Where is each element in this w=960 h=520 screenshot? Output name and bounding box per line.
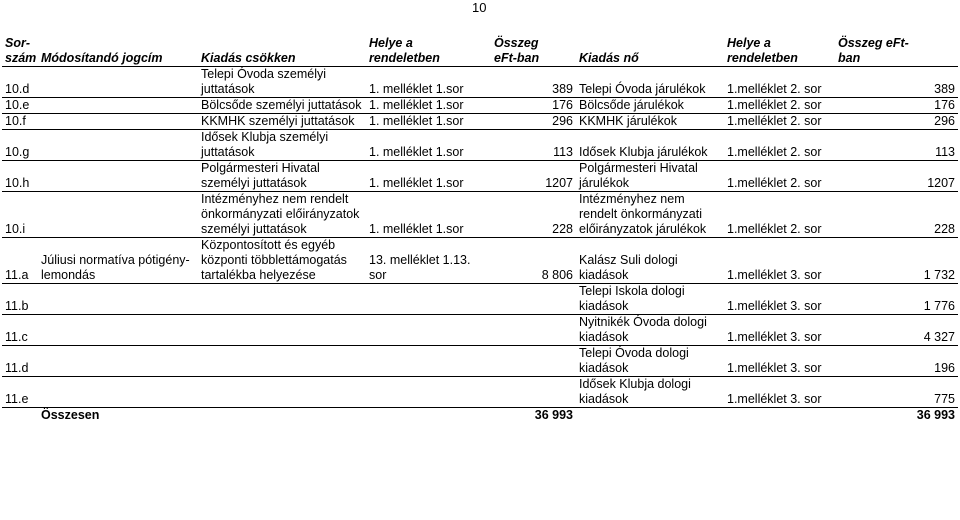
row-kiadas-no: Telepi Iskola dologi kiadások xyxy=(576,284,724,315)
row-kiadas-no: Bölcsőde járulékok xyxy=(576,98,724,114)
row-jogcim xyxy=(38,346,198,377)
row-kiadas-no: Telepi Óvoda dologi kiadások xyxy=(576,346,724,377)
row-id: 10.d xyxy=(2,67,38,98)
total-spacer xyxy=(2,408,38,424)
row-helye-2: 1.melléklet 3. sor xyxy=(724,346,835,377)
table-row xyxy=(2,114,958,130)
row-jogcim xyxy=(38,161,198,192)
row-id: 10.i xyxy=(2,192,38,238)
row-helye-2: 1.melléklet 3. sor xyxy=(724,315,835,346)
row-kiadas-no: Polgármesteri Hivatal járulékok xyxy=(576,161,724,192)
row-kiadas-csokken xyxy=(198,377,366,408)
row-kiadas-no: Kalász Suli dologi kiadások xyxy=(576,238,724,284)
row-helye-1 xyxy=(366,284,491,315)
table-row xyxy=(2,130,958,161)
table-row xyxy=(2,346,958,377)
row-helye-2: 1.melléklet 2. sor xyxy=(724,98,835,114)
header-kiadas-no: Kiadás nő xyxy=(576,36,724,67)
row-osszeg-1: 176 xyxy=(491,98,576,114)
table-row xyxy=(2,161,958,192)
row-helye-2: 1.melléklet 2. sor xyxy=(724,192,835,238)
row-jogcim xyxy=(38,67,198,98)
row-osszeg-2: 196 xyxy=(835,346,958,377)
table-row xyxy=(2,67,958,98)
row-osszeg-1: 113 xyxy=(491,130,576,161)
table-row xyxy=(2,98,958,114)
row-helye-2: 1.melléklet 2. sor xyxy=(724,114,835,130)
row-osszeg-1: 1207 xyxy=(491,161,576,192)
row-id: 11.b xyxy=(2,284,38,315)
row-helye-1 xyxy=(366,315,491,346)
row-osszeg-1 xyxy=(491,284,576,315)
table-row xyxy=(2,192,958,238)
row-kiadas-no: Nyitnikék Óvoda dologi kiadások xyxy=(576,315,724,346)
row-helye-1: 1. melléklet 1.sor xyxy=(366,192,491,238)
row-helye-1: 1. melléklet 1.sor xyxy=(366,67,491,98)
modification-table xyxy=(2,36,958,423)
row-id: 11.a xyxy=(2,238,38,284)
total-spacer-2 xyxy=(576,408,835,424)
row-jogcim xyxy=(38,98,198,114)
row-helye-1: 1. melléklet 1.sor xyxy=(366,98,491,114)
total-osszeg-1: 36 993 xyxy=(534,408,573,422)
row-id: 10.g xyxy=(2,130,38,161)
header-row xyxy=(2,36,958,67)
row-helye-1 xyxy=(366,377,491,408)
table-row xyxy=(2,377,958,408)
row-kiadas-csokken xyxy=(198,315,366,346)
page-number: 10 xyxy=(472,0,487,15)
row-osszeg-1: 296 xyxy=(491,114,576,130)
row-kiadas-csokken: Polgármesteri Hivatal személyi juttatások xyxy=(198,161,366,192)
row-osszeg-2: 1 732 xyxy=(835,238,958,284)
row-osszeg-2: 296 xyxy=(835,114,958,130)
total-osszeg-2: 36 993 xyxy=(916,408,955,422)
row-osszeg-2: 113 xyxy=(835,130,958,161)
row-kiadas-csokken: Bölcsőde személyi juttatások xyxy=(198,98,366,114)
row-helye-1 xyxy=(366,346,491,377)
row-helye-1: 1. melléklet 1.sor xyxy=(366,161,491,192)
row-helye-1: 1. melléklet 1.sor xyxy=(366,130,491,161)
row-id: 11.e xyxy=(2,377,38,408)
row-helye-2: 1.melléklet 2. sor xyxy=(724,161,835,192)
row-osszeg-1: 228 xyxy=(491,192,576,238)
row-kiadas-csokken xyxy=(198,346,366,377)
row-helye-2: 1.melléklet 2. sor xyxy=(724,130,835,161)
total-label: Összesen xyxy=(41,408,100,422)
header-osszeg-1: Összeg eFt-ban xyxy=(491,36,576,67)
row-helye-2: 1.melléklet 3. sor xyxy=(724,284,835,315)
row-kiadas-no: Telepi Óvoda járulékok xyxy=(576,67,724,98)
row-jogcim xyxy=(38,284,198,315)
row-id: 10.e xyxy=(2,98,38,114)
row-kiadas-csokken: Intézményhez nem rendelt önkormányzati előirányzatok személyi juttatások xyxy=(198,192,366,238)
row-jogcim xyxy=(38,377,198,408)
row-helye-2: 1.melléklet 2. sor xyxy=(724,67,835,98)
header-id: Sor- szám xyxy=(2,36,38,67)
header-helye-2: Helye a rendeletben xyxy=(724,36,835,67)
row-helye-1: 1. melléklet 1.sor xyxy=(366,114,491,130)
row-kiadas-csokken: Idősek Klubja személyi juttatások xyxy=(198,130,366,161)
row-osszeg-1: 389 xyxy=(491,67,576,98)
row-osszeg-2: 1207 xyxy=(835,161,958,192)
row-osszeg-1: 8 806 xyxy=(491,238,576,284)
row-osszeg-1 xyxy=(491,377,576,408)
header-kiadas-csokken: Kiadás csökken xyxy=(198,36,366,67)
row-jogcim: Júliusi normatíva pótigény-lemondás xyxy=(38,238,198,284)
row-kiadas-csokken: KKMHK személyi juttatások xyxy=(198,114,366,130)
header-osszeg-2: Összeg eFt- ban xyxy=(835,36,958,67)
row-osszeg-2: 228 xyxy=(835,192,958,238)
row-kiadas-csokken xyxy=(198,284,366,315)
row-osszeg-1 xyxy=(491,346,576,377)
row-osszeg-2: 4 327 xyxy=(835,315,958,346)
row-osszeg-2: 1 776 xyxy=(835,284,958,315)
row-jogcim xyxy=(38,315,198,346)
row-kiadas-csokken: Telepi Óvoda személyi juttatások xyxy=(198,67,366,98)
row-jogcim xyxy=(38,114,198,130)
row-kiadas-csokken: Központosított és egyéb központi többlettámogatás tartalékba helyezése xyxy=(198,238,366,284)
table-row xyxy=(2,238,958,284)
row-id: 11.c xyxy=(2,315,38,346)
row-kiadas-no: Intézményhez nem rendelt önkormányzati előirányzatok járulékok xyxy=(576,192,724,238)
table-row xyxy=(2,284,958,315)
row-helye-1: 13. melléklet 1.13. sor xyxy=(366,238,491,284)
header-helye-1: Helye a rendeletben xyxy=(366,36,491,67)
row-kiadas-no: Idősek Klubja dologi kiadások xyxy=(576,377,724,408)
row-id: 11.d xyxy=(2,346,38,377)
row-kiadas-no: Idősek Klubja járulékok xyxy=(576,130,724,161)
row-helye-2: 1.melléklet 3. sor xyxy=(724,238,835,284)
row-jogcim xyxy=(38,130,198,161)
row-osszeg-2: 389 xyxy=(835,67,958,98)
row-osszeg-2: 176 xyxy=(835,98,958,114)
row-id: 10.f xyxy=(2,114,38,130)
row-jogcim xyxy=(38,192,198,238)
header-jogcim: Módosítandó jogcím xyxy=(38,36,198,67)
total-row xyxy=(2,408,958,424)
row-kiadas-no: KKMHK járulékok xyxy=(576,114,724,130)
row-osszeg-1 xyxy=(491,315,576,346)
row-helye-2: 1.melléklet 3. sor xyxy=(724,377,835,408)
table-row xyxy=(2,315,958,346)
row-id: 10.h xyxy=(2,161,38,192)
row-osszeg-2: 775 xyxy=(835,377,958,408)
